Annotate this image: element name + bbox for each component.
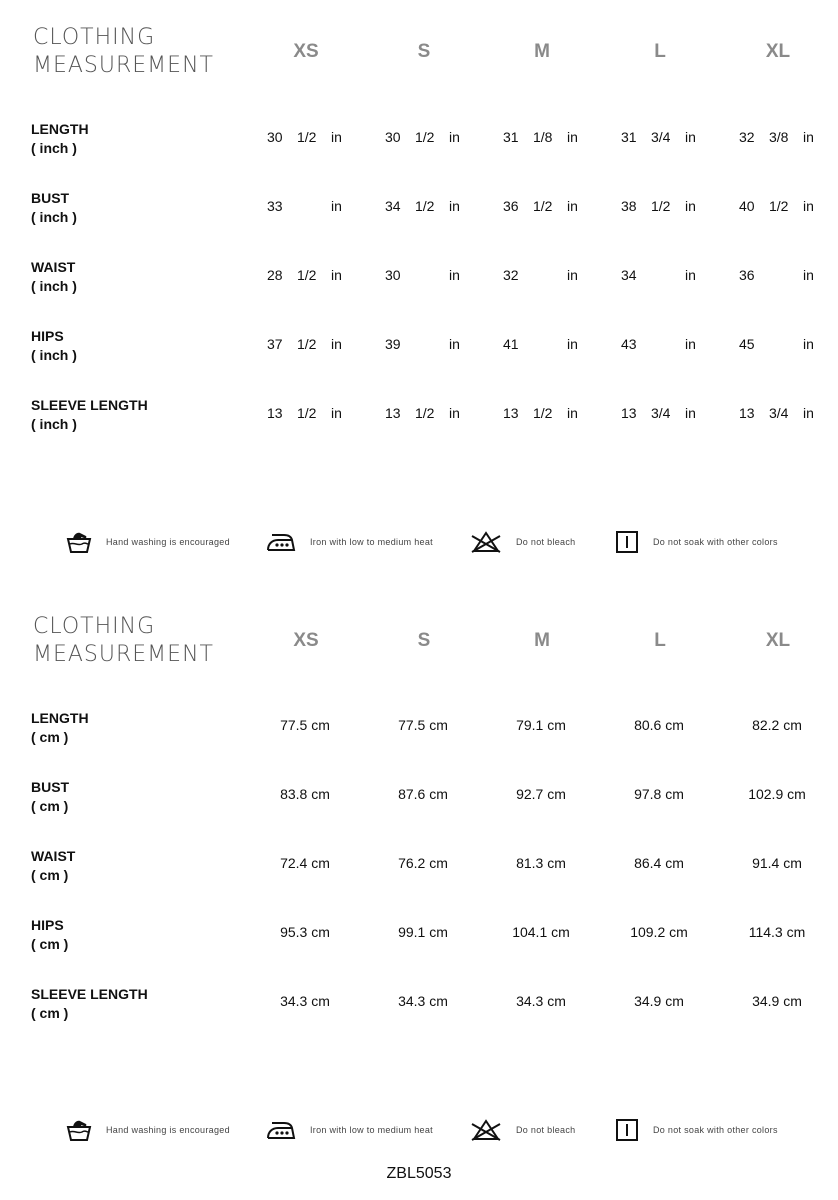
value-unit: in [331,129,342,145]
row-label-waist [31,847,75,885]
inch-value-waist-xl [739,266,819,285]
value-whole: 13 [621,405,637,421]
value-whole: 30 [267,129,283,145]
value-whole: 13 [385,405,401,421]
inch-value-bust-xs [267,197,347,216]
row-label-hips [31,327,77,365]
title-line-2: MEASUREMENT [33,642,214,667]
value-whole: 30 [385,267,401,283]
row-label-hips [31,916,68,954]
size-header-s: S [417,630,431,651]
inch-value-waist-xs [267,266,347,285]
measure-name: WAIST [31,259,76,275]
cm-value-length-s: 77.5 cm [398,717,448,733]
value-unit: in [449,267,460,283]
cm-value-hips-xs: 95.3 cm [280,924,330,940]
value-unit: in [803,198,814,214]
cm-value-length-xs: 77.5 cm [280,717,330,733]
care-text-no-soak: Do not soak with other colors [653,1125,778,1135]
value-fraction: 1/2 [297,405,317,421]
value-fraction: 1/8 [533,129,553,145]
value-unit: in [685,405,696,421]
no-soak-icon [615,530,639,554]
no-bleach-icon [470,530,502,554]
care-text-no-soak: Do not soak with other colors [653,537,778,547]
value-unit: in [331,336,342,352]
size-header-xl: XL [765,41,791,62]
cm-value-waist-xl: 91.4 cm [752,855,802,871]
row-label-sleeve-length [31,396,148,434]
inch-measurement-section [0,0,838,480]
title-line-1: CLOTHING [33,614,156,639]
inch-value-sleeve-length-xl [739,404,819,423]
cm-value-sleeve-length-m: 34.3 cm [516,993,566,1009]
value-fraction: 1/2 [415,198,435,214]
value-fraction: 3/4 [769,405,789,421]
measure-name: LENGTH [31,121,89,137]
value-fraction: 1/2 [769,198,789,214]
value-unit: in [449,198,460,214]
value-fraction: 1/2 [533,405,553,421]
value-whole: 13 [267,405,283,421]
measure-name: WAIST [31,848,76,864]
value-whole: 36 [503,198,519,214]
measure-unit: ( cm ) [31,798,69,814]
cm-value-sleeve-length-l: 34.9 cm [634,993,684,1009]
cm-value-sleeve-length-xs: 34.3 cm [280,993,330,1009]
measure-unit: ( inch ) [31,209,77,225]
cm-value-bust-xs: 83.8 cm [280,786,330,802]
inch-value-sleeve-length-m [503,404,583,423]
measure-unit: ( inch ) [31,278,77,294]
value-unit: in [567,405,578,421]
care-text-iron: Iron with low to medium heat [310,1125,433,1135]
care-item-hand-wash [66,1118,230,1142]
care-text-iron: Iron with low to medium heat [310,537,433,547]
value-fraction: 1/2 [415,405,435,421]
inch-value-hips-m [503,335,583,354]
size-header-xs: XS [293,41,319,62]
value-unit: in [685,267,696,283]
value-whole: 32 [739,129,755,145]
value-unit: in [567,198,578,214]
cm-value-bust-l: 97.8 cm [634,786,684,802]
value-whole: 13 [739,405,755,421]
inch-value-length-xl [739,128,819,147]
hand-wash-icon [66,1118,92,1142]
size-header-m: M [534,41,550,62]
value-fraction: 3/8 [769,129,789,145]
title-line-2: MEASUREMENT [33,53,214,78]
value-whole: 41 [503,336,519,352]
measure-name: SLEEVE LENGTH [31,397,148,413]
value-unit: in [803,267,814,283]
row-label-bust [31,778,69,816]
value-unit: in [567,336,578,352]
cm-measurement-section [0,589,838,1059]
care-item-hand-wash [66,530,230,554]
inch-value-sleeve-length-xs [267,404,347,423]
value-unit: in [685,129,696,145]
care-instructions-bottom [0,1116,838,1146]
value-unit: in [803,129,814,145]
value-whole: 36 [739,267,755,283]
measure-name: HIPS [31,917,64,933]
cm-value-bust-xl: 102.9 cm [748,786,806,802]
measure-unit: ( inch ) [31,347,77,363]
inch-value-length-l [621,128,701,147]
value-unit: in [685,336,696,352]
measure-unit: ( inch ) [31,416,77,432]
cm-value-sleeve-length-xl: 34.9 cm [752,993,802,1009]
cm-value-hips-xl: 114.3 cm [748,924,806,940]
care-item-no-bleach [470,1118,575,1142]
value-unit: in [331,267,342,283]
measure-name: LENGTH [31,710,89,726]
care-instructions-top [0,528,838,558]
cm-value-length-m: 79.1 cm [516,717,566,733]
measure-unit: ( cm ) [31,729,69,745]
cm-value-waist-m: 81.3 cm [516,855,566,871]
row-label-sleeve-length [31,985,148,1023]
cm-value-hips-m: 104.1 cm [512,924,570,940]
row-label-waist [31,258,77,296]
value-fraction: 3/4 [651,129,671,145]
value-whole: 40 [739,198,755,214]
measure-unit: ( inch ) [31,140,77,156]
value-whole: 43 [621,336,637,352]
value-whole: 13 [503,405,519,421]
product-code: ZBL5053 [386,1165,452,1182]
hand-wash-icon [66,530,92,554]
care-item-no-bleach [470,530,575,554]
measure-name: SLEEVE LENGTH [31,986,148,1002]
value-fraction: 1/2 [415,129,435,145]
value-fraction: 1/2 [651,198,671,214]
value-whole: 34 [621,267,637,283]
title-line-1: CLOTHING [33,25,156,50]
inch-value-bust-l [621,197,701,216]
inch-value-waist-s [385,266,465,285]
value-whole: 28 [267,267,283,283]
row-label-bust [31,189,77,227]
care-text-hand-wash: Hand washing is encouraged [106,1125,230,1135]
inch-value-waist-l [621,266,701,285]
measure-unit: ( cm ) [31,936,69,952]
cm-value-hips-l: 109.2 cm [630,924,688,940]
size-header-m: M [534,630,550,651]
inch-value-sleeve-length-s [385,404,465,423]
cm-value-waist-xs: 72.4 cm [280,855,330,871]
care-text-hand-wash: Hand washing is encouraged [106,537,230,547]
value-unit: in [449,405,460,421]
value-unit: in [567,129,578,145]
value-fraction: 1/2 [533,198,553,214]
cm-value-bust-s: 87.6 cm [398,786,448,802]
value-whole: 31 [621,129,637,145]
no-soak-icon [615,1118,639,1142]
care-text-no-bleach: Do not bleach [516,537,576,547]
cm-value-sleeve-length-s: 34.3 cm [398,993,448,1009]
cm-value-length-xl: 82.2 cm [752,717,802,733]
inch-value-length-xs [267,128,347,147]
value-whole: 34 [385,198,401,214]
value-fraction: 1/2 [297,267,317,283]
value-fraction: 1/2 [297,336,317,352]
cm-value-hips-s: 99.1 cm [398,924,448,940]
value-fraction: 1/2 [297,129,317,145]
care-item-iron [266,1120,433,1140]
value-whole: 37 [267,336,283,352]
size-header-l: L [654,41,666,62]
inch-value-hips-xs [267,335,347,354]
value-fraction: 3/4 [651,405,671,421]
inch-value-waist-m [503,266,583,285]
care-item-no-soak [615,1118,778,1142]
care-item-iron [266,532,433,552]
measure-name: BUST [31,190,70,206]
iron-icon [266,1120,296,1140]
measure-unit: ( cm ) [31,867,69,883]
value-whole: 32 [503,267,519,283]
size-header-xs: XS [293,630,319,651]
row-label-length [31,709,89,747]
inch-value-hips-s [385,335,465,354]
inch-value-bust-xl [739,197,819,216]
inch-value-bust-m [503,197,583,216]
inch-value-sleeve-length-l [621,404,701,423]
inch-value-length-s [385,128,465,147]
value-unit: in [803,336,814,352]
value-whole: 33 [267,198,283,214]
value-whole: 38 [621,198,637,214]
value-unit: in [331,198,342,214]
measure-name: BUST [31,779,70,795]
value-unit: in [449,336,460,352]
no-bleach-icon [470,1118,502,1142]
care-item-no-soak [615,530,778,554]
value-unit: in [449,129,460,145]
size-header-l: L [654,630,666,651]
value-whole: 45 [739,336,755,352]
measure-unit: ( cm ) [31,1005,69,1021]
cm-value-waist-s: 76.2 cm [398,855,448,871]
value-whole: 30 [385,129,401,145]
value-whole: 31 [503,129,519,145]
size-header-xl: XL [765,630,791,651]
inch-value-hips-l [621,335,701,354]
cm-value-length-l: 80.6 cm [634,717,684,733]
inch-table-title [33,24,214,80]
value-unit: in [685,198,696,214]
inch-value-bust-s [385,197,465,216]
iron-icon [266,532,296,552]
cm-table-title [33,613,214,669]
measure-name: HIPS [31,328,64,344]
cm-value-bust-m: 92.7 cm [516,786,566,802]
value-unit: in [331,405,342,421]
inch-value-hips-xl [739,335,819,354]
value-unit: in [567,267,578,283]
inch-value-length-m [503,128,583,147]
size-header-s: S [417,41,431,62]
value-whole: 39 [385,336,401,352]
value-unit: in [803,405,814,421]
care-text-no-bleach: Do not bleach [516,1125,576,1135]
cm-value-waist-l: 86.4 cm [634,855,684,871]
row-label-length [31,120,89,158]
